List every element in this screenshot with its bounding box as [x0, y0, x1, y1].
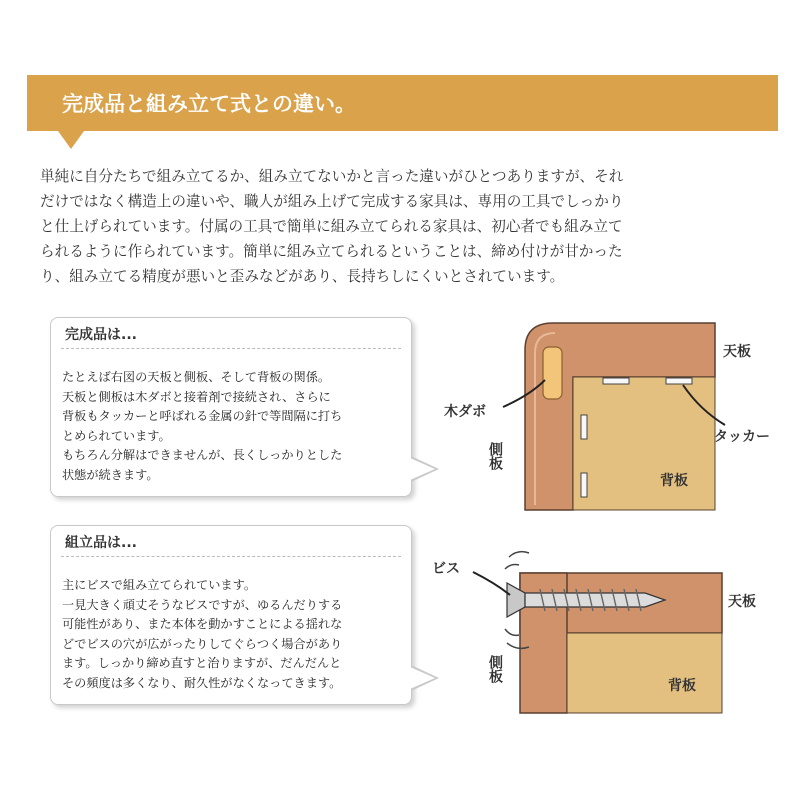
finished-line: とめられています。 — [62, 428, 171, 443]
assembled-description — [62, 576, 342, 693]
assembled-line: 主にビスで組み立てられています。 — [62, 578, 257, 592]
staple — [666, 378, 692, 384]
finished-description — [62, 368, 342, 485]
intro-line: られるように作られています。簡単に組み立てられるということは、締め付けが甘かった — [40, 243, 623, 260]
side-board-label: 側板 — [487, 655, 503, 683]
section-title: 完成品と組み立て式との違い。 — [62, 92, 356, 116]
finished-line: たとえば右図の天板と側板、そして背板の関係。 — [62, 370, 331, 384]
finished-line: もちろん分解はできませんが、長くしっかりとした — [62, 448, 343, 462]
back-board-label: 背板 — [660, 473, 688, 489]
finished-heading: 完成品は... — [65, 327, 137, 343]
assembled-product-callout — [50, 525, 412, 705]
assembled-line: どでビスの穴が広がったりしてぐらつく場合があり — [62, 636, 343, 651]
intro-line: と仕上げられています。付属の工具で簡単に組み立てられる家具は、初心者でも組み立て — [40, 218, 623, 235]
intro-line: り、組み立てる精度が悪いと歪みなどがあり、長持ちしにくいとされています。 — [40, 268, 565, 285]
tacker-label: タッカー — [714, 429, 770, 445]
staple — [581, 473, 587, 497]
intro-line: 単純に自分たちで組み立てるか、組み立てないかと言った違いがひとつありますが、それ — [40, 168, 624, 185]
wobble-mark — [505, 629, 519, 635]
finished-construction-diagram — [425, 315, 795, 515]
dowel-label: 木ダボ — [444, 404, 486, 420]
staple — [603, 378, 629, 384]
top-board-label: 天板 — [723, 344, 751, 360]
intro-line: だけではなく構造上の違いや、職人が組み上げて完成する家具は、専用の工具でしっかり — [40, 193, 624, 210]
top-board-label: 天板 — [728, 594, 756, 610]
assembled-construction-diagram — [425, 545, 795, 715]
back-panel — [567, 633, 722, 713]
finished-product-callout — [50, 317, 412, 497]
banner-pointer — [58, 131, 84, 149]
assembled-line: 一見大きく頑丈そうなビスですが、ゆるんだりする — [62, 597, 343, 612]
back-board-label: 背板 — [668, 678, 696, 694]
finished-line: 背板もタッカーと呼ばれる金属の針で等間隔に打ち — [62, 409, 343, 423]
screw-label: ビス — [432, 561, 460, 577]
wobble-mark — [505, 565, 519, 570]
screw-leader — [473, 572, 510, 595]
back-panel — [573, 377, 715, 510]
intro-paragraph — [40, 164, 770, 289]
assembled-line: ます。しっかり締め直すと治りますが、だんだんと — [62, 656, 342, 670]
finished-line: 天板と側板は木ダボと接着剤で接続され、さらに — [62, 389, 331, 404]
dowel — [543, 347, 562, 399]
staple — [581, 415, 587, 439]
divider — [61, 556, 401, 557]
wobble-mark — [509, 552, 529, 557]
divider — [61, 348, 401, 349]
assembled-heading: 組立品は... — [65, 535, 137, 551]
assembled-line: 可能性があり、また本体を動かすことによる揺れな — [62, 617, 343, 631]
assembled-line: その頻度は多くなり、耐久性がなくなってきます。 — [62, 675, 342, 690]
side-board-label: 側板 — [487, 442, 503, 470]
finished-line: 状態が続きます。 — [62, 467, 159, 482]
